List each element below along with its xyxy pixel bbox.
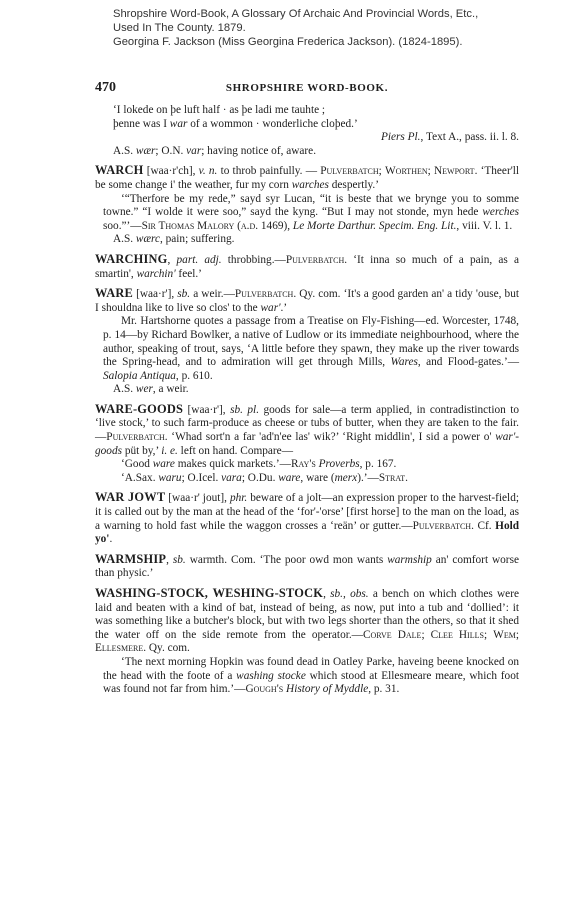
metadata-title-line: Shropshire Word-Book, A Glossary Of Archaic And Provincial Words, Etc.,: [113, 8, 479, 20]
entry-quotation: ‘Good ware makes quick markets.’—Ray's Proverbs, p. 167.: [121, 458, 397, 471]
etymology-aware: A.S. wær; O.N. var; having notice of, aware.: [113, 144, 317, 157]
entry-warmship: WARMSHIP, sb. warmth. Com. ‘The poor owd mon wants warmship an' comfort worse than physic.’: [95, 551, 519, 580]
running-header: [95, 80, 519, 100]
etymology: A.S. wærc, pain; suffering.: [113, 233, 235, 246]
headword: WARCH: [95, 163, 144, 178]
headword: WARMSHIP: [95, 551, 167, 566]
headword: WASHING-STOCK, WESHING-STOCK: [95, 586, 324, 600]
metadata-year-line: Used In The County. 1879.: [113, 22, 246, 35]
entry-quotation: ‘The next morning Hopkin was found dead in Oatley Parke, haveing beene knocked on the head with the foote of a washing stocke which stood at Ellesmeare meare, which foot was found not far from him.’—Gough's History of Myddle, p. 31.: [103, 655, 519, 696]
page-body: [95, 104, 519, 697]
entry-ware-goods: WARE-GOODS [waa·r'], sb. pl. goods for sale—a term applied, in contradistinction to ‘live stock,’ to such farm-produce as cheese or tubs of butter, when they are taken to the fair.—Pulverbatch. ‘Whad sort'n a far 'ad'n'ee las' wik?’ ‘Right middlin', I sid a power o' war'-goods püt by,’ i. e. left on hand. Compare—: [95, 401, 520, 457]
headword: WARCHING: [95, 251, 168, 266]
entry-warching: WARCHING, part. adj. throbbing.—Pulverbatch. ‘It inna so much of a pain, as a smartin', warchin' feel.’: [95, 251, 519, 280]
entry-war-jowt: WAR JOWT [waa·r' jout], phr. beware of a jolt—an expression proper to the harvest-field; it is called out by the man at the head of the ‘for'-'orse’ [first horse] to the man on the load, as a warning to hold fast while the waggon crosses a ‘reän’ or gutter.—Pulverbatch. Cf. Hold yo'.: [95, 490, 520, 546]
etymology: A.S. wer, a weir.: [113, 383, 189, 396]
entry-paragraph: Mr. Hartshorne quotes a passage from a Treatise on Fly-Fishing—ed. Worcester, 1748, p. 14—by Richard Bowlker, a native of Ludlow or its immediate neighbourhood, where the author, speaking of trout, says, ‘A little before they spawn, they make up the river towards the Spring-head, and to admiration will get through Mills, Wares, and Flood-gates.’—Salopia Antiqua, p. 610.: [103, 315, 519, 382]
quote-line: þenne was I war of a wommon · wonderliche cloþed.’: [113, 117, 358, 130]
quote-reference: Piers Pl., Text A., pass. ii. l. 8.: [380, 131, 519, 144]
metadata-author-line: Georgina F. Jackson (Miss Georgina Frederica Jackson). (1824-1895).: [113, 36, 463, 49]
entry-warch: WARCH [waa·r'ch], v. n. to throb painfully. — Pulverbatch; Worthen; Newport. ‘Theer'll be some change i' the weather, fur my corn warches despertly.’: [95, 163, 520, 191]
source-metadata: [113, 7, 543, 50]
headword: WARE-GOODS: [95, 401, 184, 416]
headword: WAR JOWT: [95, 490, 166, 505]
headword: WARE: [95, 286, 133, 301]
entry-washing-stock: WASHING-STOCK, WESHING-STOCK, sb., obs. a bench on which clothes were laid and beaten with a kind of bat, instead of being, as now, put into a tub and ‘dollied’: it was something like a butcher's block, but with two legs shorter than the others, so that it shed the water off on the side remote from the operator.—Corve Dale; Clee Hills; Wem; Ellesmere. Qy. com.: [95, 586, 519, 655]
entry-etymology-quote: ‘A.Sax. waru; O.Icel. vara; O.Du. ware, ware (merx).’—Strat.: [121, 471, 408, 484]
running-title: SHROPSHIRE WORD-BOOK.: [225, 82, 389, 94]
entry-quotation: ‘“Therfore be my rede,” sayd syr Lucan, “it is beste that we brynge you to somme towne.” “I wolde it were soo,” sayd the kyng. “But I may not stonde, myn hede werches soo.”’—Sir Thomas Malory (a.d. 1469), Le Morte Darthur. Specim. Eng. Lit., viii. V. l. 1.: [103, 192, 519, 232]
quote-line: ‘I lokede on þe luft half · as þe ladi me tauhte ;: [113, 104, 326, 116]
piers-plowman-quote: [95, 104, 519, 145]
page-number: 470: [95, 80, 116, 95]
entry-ware: WARE [waa·r'], sb. a weir.—Pulverbatch. Qy. com. ‘It's a good garden an' a tidy 'ouse, but I shouldna like to live so clos' to the war'.’: [95, 286, 519, 314]
